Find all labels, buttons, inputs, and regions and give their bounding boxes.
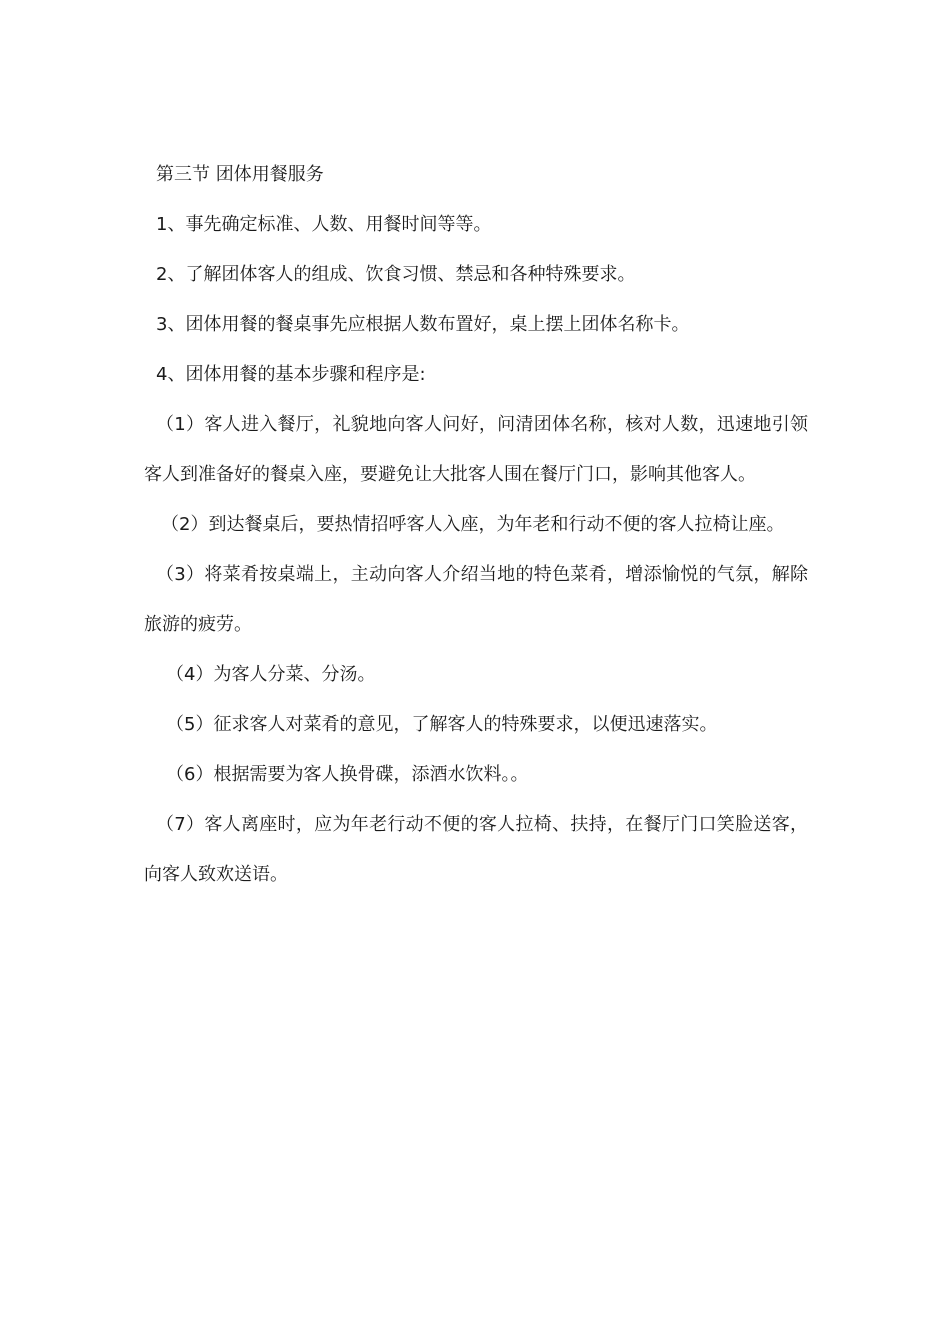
list-item-1: 1、事先确定标准、人数、用餐时间等等。 <box>156 214 492 235</box>
step-1-line-1: （1）客人进入餐厅，礼貌地向客人问好，问清团体名称，核对人数，迅速地引领 <box>156 414 808 435</box>
step-3-line-1: （3）将菜肴按桌端上，主动向客人介绍当地的特色菜肴，增添愉悦的气氛，解除 <box>156 564 808 585</box>
step-7-line-1: （7）客人离座时，应为年老行动不便的客人拉椅、扶持，在餐厅门口笑脸送客， <box>156 814 808 835</box>
list-item-3: 3、团体用餐的餐桌事先应根据人数布置好，桌上摆上团体名称卡。 <box>156 314 690 335</box>
step-7-line-2: 向客人致欢送语。 <box>144 864 288 885</box>
step-1-line-2: 客人到准备好的餐桌入座，要避免让大批客人围在餐厅门口，影响其他客人。 <box>144 464 756 485</box>
document-body <box>144 158 808 908</box>
section-heading: 第三节 团体用餐服务 <box>156 164 324 185</box>
step-2: （2）到达餐桌后，要热情招呼客人入座，为年老和行动不便的客人拉椅让座。 <box>161 514 785 535</box>
step-4: （4）为客人分菜、分汤。 <box>166 664 376 685</box>
step-6: （6）根据需要为客人换骨碟，添酒水饮料。。 <box>166 764 529 785</box>
step-5: （5）征求客人对菜肴的意见，了解客人的特殊要求，以便迅速落实。 <box>166 714 718 735</box>
list-item-2: 2、了解团体客人的组成、饮食习惯、禁忌和各种特殊要求。 <box>156 264 636 285</box>
list-item-4: 4、团体用餐的基本步骤和程序是: <box>156 364 426 385</box>
step-3-line-2: 旅游的疲劳。 <box>144 614 252 635</box>
